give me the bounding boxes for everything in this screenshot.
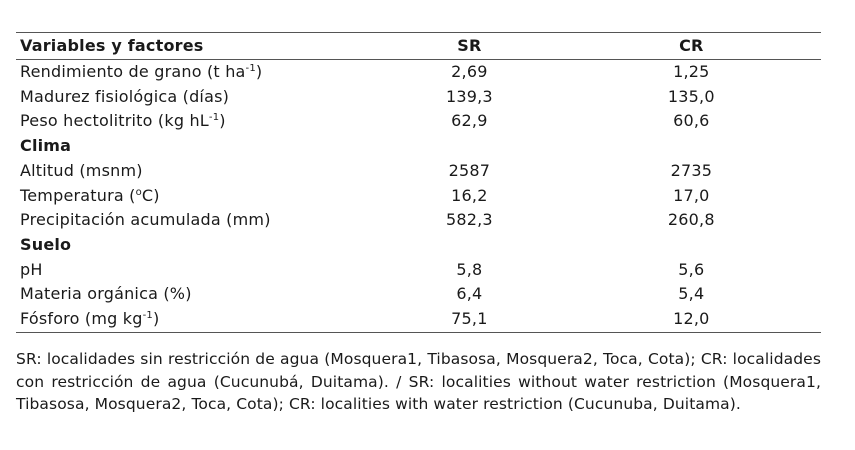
sr-value: 62,9 <box>451 111 488 131</box>
table-row <box>16 109 821 134</box>
row-label-text: Madurez fisiológica (días) <box>20 86 230 106</box>
table-row <box>16 85 821 110</box>
table-row <box>16 282 821 307</box>
sr-value: 75,1 <box>451 309 488 329</box>
table-row <box>16 258 821 283</box>
cr-value: 2735 <box>670 160 713 180</box>
row-label <box>16 85 377 110</box>
row-label-suffix: ) <box>255 62 263 81</box>
sr-value: 139,3 <box>445 86 493 106</box>
row-label <box>16 60 377 85</box>
row-label-text: Materia orgánica (%) <box>20 284 192 304</box>
cr-value: 17,0 <box>673 185 710 205</box>
table-row <box>16 159 821 184</box>
table-body <box>16 60 821 333</box>
cr-value: 12,0 <box>673 309 710 329</box>
row-label-superscript: -1 <box>208 112 220 124</box>
cr-value: 1,25 <box>673 62 710 81</box>
table-header-row <box>16 33 821 60</box>
row-label <box>16 184 377 209</box>
section-row <box>16 134 821 159</box>
row-label-superscript: -1 <box>142 310 153 322</box>
row-label <box>16 282 377 307</box>
row-label-text: Altitud (msnm) <box>20 160 143 180</box>
section-row <box>16 233 821 258</box>
sr-value: 5,8 <box>456 259 483 279</box>
cr-value: 60,6 <box>673 111 710 131</box>
sr-value: 6,4 <box>456 284 483 304</box>
table-row <box>16 307 821 332</box>
table-footnote: SR: localidades sin restricción de agua (Mosquera1, Tibasosa, Mosquera2, Toca, Cota); CR: localidades con restricción de agua (Cucunubá, Duitama). / SR: localities without water restriction (Mosquera1, Tibasosa, Mosquera2, Toca, Cota); CR: localities with water restriction (Cucunuba, Duitama). <box>16 350 821 413</box>
row-label <box>16 208 377 233</box>
row-label <box>16 258 377 283</box>
cr-value: 5,6 <box>678 259 705 279</box>
section-label: Suelo <box>20 234 72 254</box>
table-row <box>16 184 821 209</box>
sr-value: 2587 <box>448 160 491 180</box>
cr-value: 5,4 <box>678 284 705 304</box>
row-label <box>16 109 377 134</box>
row-label-text: Temperatura ( <box>20 185 136 205</box>
variables-table <box>16 32 821 333</box>
row-label-text: Precipitación acumulada (mm) <box>20 210 271 230</box>
header-variables: Variables y factores <box>20 36 204 55</box>
row-label-suffix: C) <box>141 185 160 205</box>
cr-value: 260,8 <box>667 210 715 230</box>
header-sr: SR <box>457 36 482 55</box>
cr-value: 135,0 <box>667 86 715 106</box>
row-label-text: Peso hectolitrito (kg hL <box>20 111 209 131</box>
row-label-text: Fósforo (mg kg <box>20 309 143 329</box>
row-label-superscript: -1 <box>245 63 256 74</box>
row-label <box>16 159 377 184</box>
row-label-suffix: ) <box>152 309 160 329</box>
row-label-suffix: ) <box>219 111 226 131</box>
row-label-text: Rendimiento de grano (t ha <box>20 62 246 81</box>
header-cr: CR <box>679 36 704 55</box>
section-label: Clima <box>20 136 72 156</box>
row-label-superscript: o <box>135 186 142 198</box>
sr-value: 2,69 <box>451 62 488 81</box>
sr-value: 16,2 <box>451 185 488 205</box>
table-row <box>16 208 821 233</box>
table-row <box>16 60 821 85</box>
row-label-text: pH <box>20 259 43 279</box>
data-table-container <box>16 32 821 333</box>
sr-value: 582,3 <box>445 210 493 230</box>
row-label <box>16 307 377 332</box>
